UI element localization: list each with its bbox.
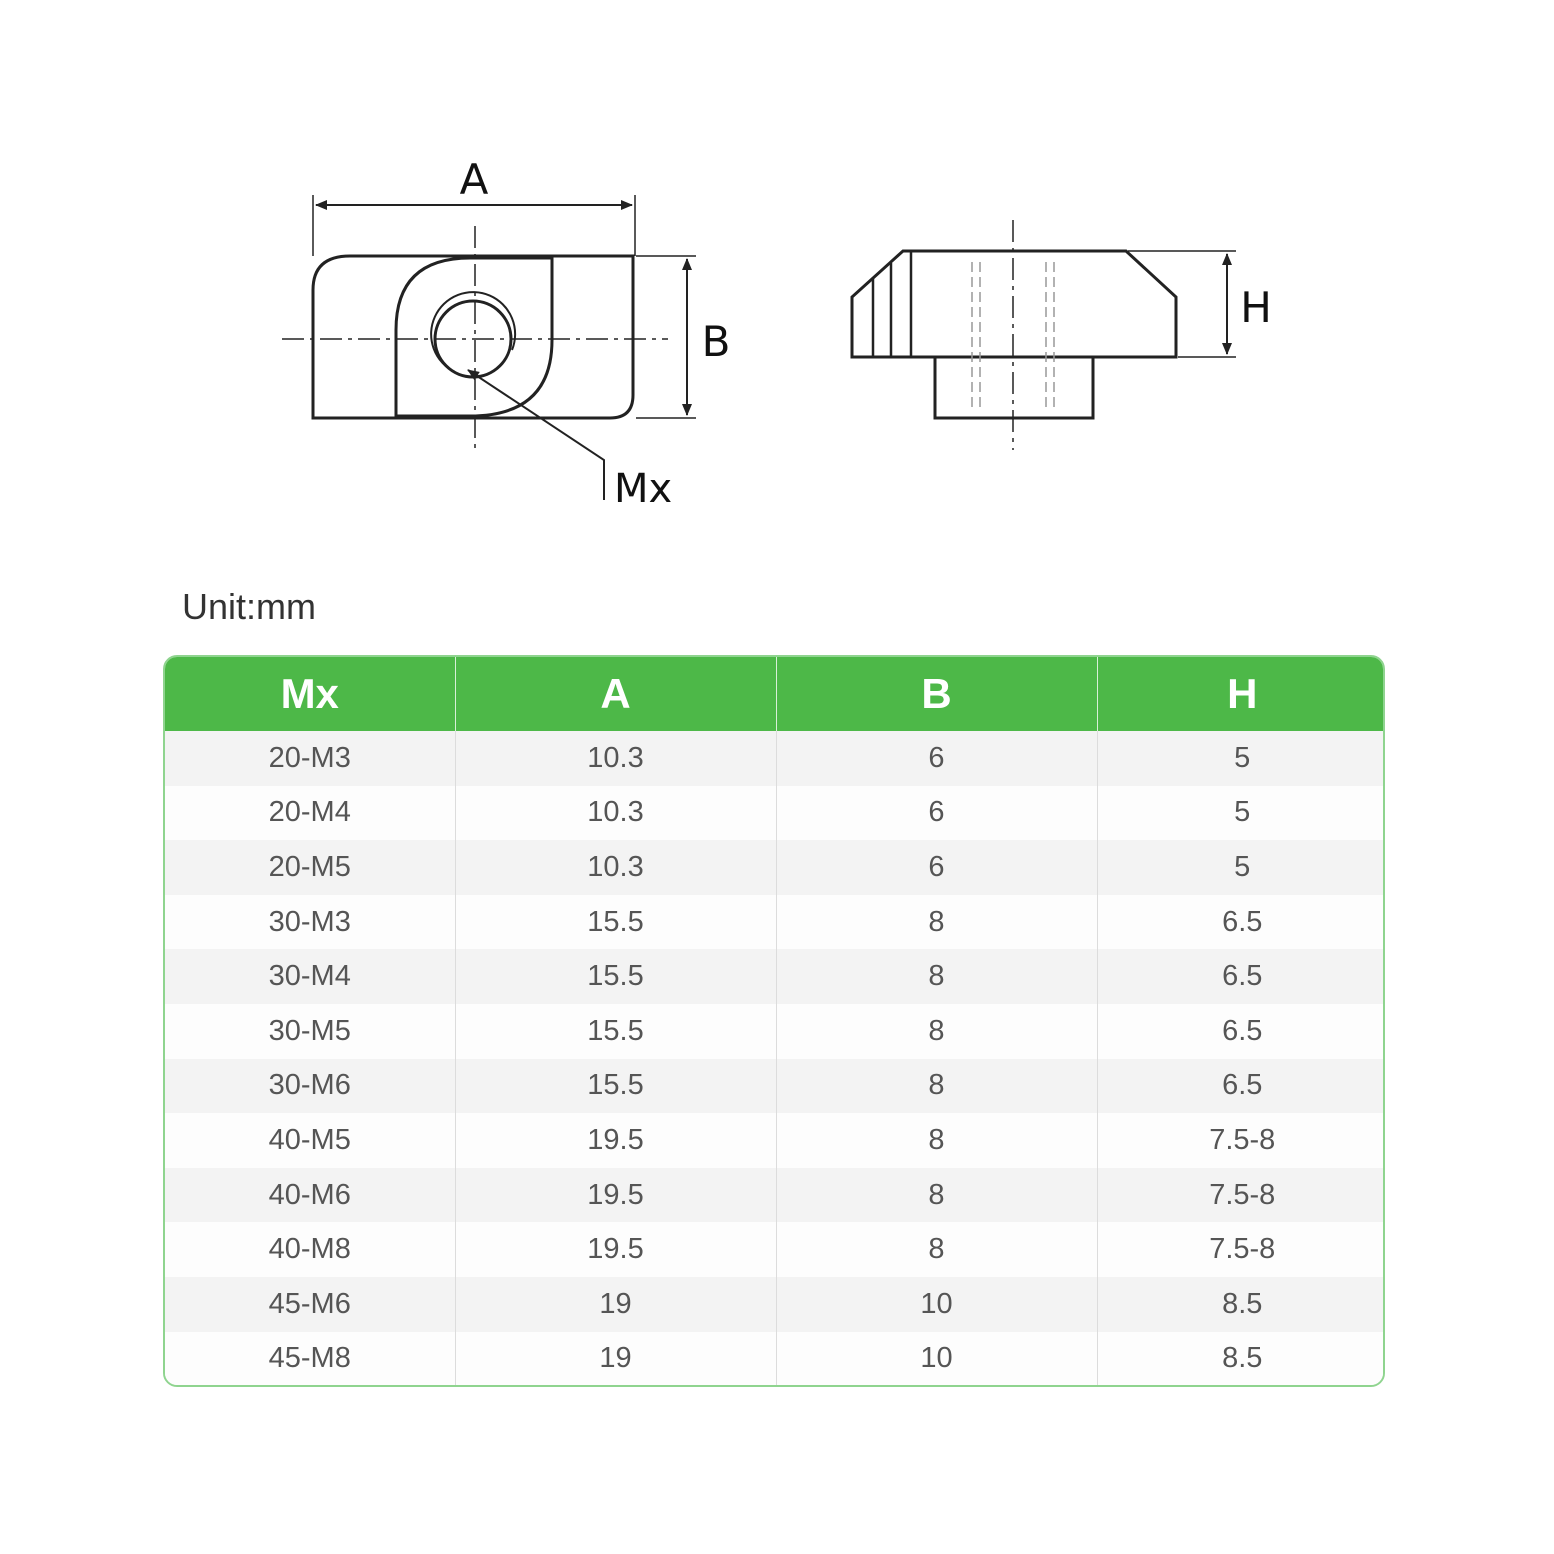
table-cell-h: 5 bbox=[1097, 840, 1385, 895]
label-mx: Mx bbox=[614, 466, 673, 512]
table-cell-h: 6.5 bbox=[1097, 1059, 1385, 1114]
label-a: A bbox=[459, 155, 489, 204]
column-header-a: A bbox=[455, 657, 776, 731]
table-cell-b: 10 bbox=[776, 1332, 1097, 1387]
table-cell-b: 8 bbox=[776, 1059, 1097, 1114]
table-cell-h: 6.5 bbox=[1097, 895, 1385, 950]
table-cell-a: 10.3 bbox=[455, 840, 776, 895]
table-cell-b: 6 bbox=[776, 840, 1097, 895]
unit-label: Unit:mm bbox=[182, 586, 316, 627]
table-row bbox=[165, 1277, 1385, 1332]
top-view-outline bbox=[313, 256, 633, 418]
table-cell-b: 8 bbox=[776, 1222, 1097, 1277]
table-row bbox=[165, 1332, 1385, 1387]
table-cell-h: 5 bbox=[1097, 786, 1385, 841]
table-cell-b: 10 bbox=[776, 1277, 1097, 1332]
table-cell-a: 10.3 bbox=[455, 731, 776, 786]
side-view bbox=[852, 220, 1236, 450]
table-cell-h: 7.5-8 bbox=[1097, 1168, 1385, 1223]
table-cell-b: 6 bbox=[776, 731, 1097, 786]
table-cell-mx: 40-M6 bbox=[165, 1168, 455, 1223]
column-header-mx: Mx bbox=[165, 657, 455, 731]
table-cell-mx: 30-M5 bbox=[165, 1004, 455, 1059]
table-cell-a: 19.5 bbox=[455, 1168, 776, 1223]
top-view bbox=[282, 195, 696, 500]
column-header-h: H bbox=[1097, 657, 1385, 731]
table-body bbox=[165, 731, 1385, 1386]
table-row bbox=[165, 1168, 1385, 1223]
top-view-inner-profile bbox=[396, 258, 552, 416]
table-cell-a: 19 bbox=[455, 1277, 776, 1332]
table-row bbox=[165, 1059, 1385, 1114]
thread-arc bbox=[431, 292, 515, 372]
table-cell-h: 5 bbox=[1097, 731, 1385, 786]
table-cell-h: 7.5-8 bbox=[1097, 1113, 1385, 1168]
table-row bbox=[165, 786, 1385, 841]
table-row bbox=[165, 949, 1385, 1004]
table-cell-a: 15.5 bbox=[455, 895, 776, 950]
table-cell-b: 8 bbox=[776, 895, 1097, 950]
table-cell-mx: 20-M3 bbox=[165, 731, 455, 786]
table-cell-mx: 20-M4 bbox=[165, 786, 455, 841]
table-cell-b: 8 bbox=[776, 1113, 1097, 1168]
table-row bbox=[165, 1004, 1385, 1059]
table-header-row bbox=[165, 657, 1385, 731]
table-cell-a: 15.5 bbox=[455, 1004, 776, 1059]
table-cell-a: 19.5 bbox=[455, 1222, 776, 1277]
table-cell-a: 10.3 bbox=[455, 786, 776, 841]
table-cell-a: 15.5 bbox=[455, 949, 776, 1004]
label-h: H bbox=[1240, 283, 1272, 332]
table-cell-a: 15.5 bbox=[455, 1059, 776, 1114]
dimension-table bbox=[163, 655, 1385, 1387]
table-cell-a: 19 bbox=[455, 1332, 776, 1387]
table-cell-b: 8 bbox=[776, 1004, 1097, 1059]
table-cell-b: 8 bbox=[776, 949, 1097, 1004]
table-row bbox=[165, 1222, 1385, 1277]
table-cell-h: 8.5 bbox=[1097, 1332, 1385, 1387]
table-cell-mx: 45-M8 bbox=[165, 1332, 455, 1387]
table-cell-a: 19.5 bbox=[455, 1113, 776, 1168]
table-cell-h: 7.5-8 bbox=[1097, 1222, 1385, 1277]
technical-drawing bbox=[0, 0, 1554, 560]
table-cell-mx: 30-M6 bbox=[165, 1059, 455, 1114]
table-row bbox=[165, 840, 1385, 895]
side-view-outline bbox=[852, 251, 1176, 357]
table-cell-mx: 30-M4 bbox=[165, 949, 455, 1004]
table-cell-mx: 30-M3 bbox=[165, 895, 455, 950]
table-row bbox=[165, 1113, 1385, 1168]
table-cell-mx: 40-M8 bbox=[165, 1222, 455, 1277]
column-header-b: B bbox=[776, 657, 1097, 731]
table-row bbox=[165, 731, 1385, 786]
label-b: B bbox=[701, 317, 731, 366]
table-cell-h: 6.5 bbox=[1097, 1004, 1385, 1059]
table-cell-mx: 45-M6 bbox=[165, 1277, 455, 1332]
table-cell-h: 8.5 bbox=[1097, 1277, 1385, 1332]
table-row bbox=[165, 895, 1385, 950]
side-view-boss bbox=[935, 357, 1093, 418]
table-cell-mx: 40-M5 bbox=[165, 1113, 455, 1168]
table-cell-h: 6.5 bbox=[1097, 949, 1385, 1004]
table-cell-mx: 20-M5 bbox=[165, 840, 455, 895]
table-cell-b: 6 bbox=[776, 786, 1097, 841]
mx-leader bbox=[468, 370, 604, 500]
table-cell-b: 8 bbox=[776, 1168, 1097, 1223]
